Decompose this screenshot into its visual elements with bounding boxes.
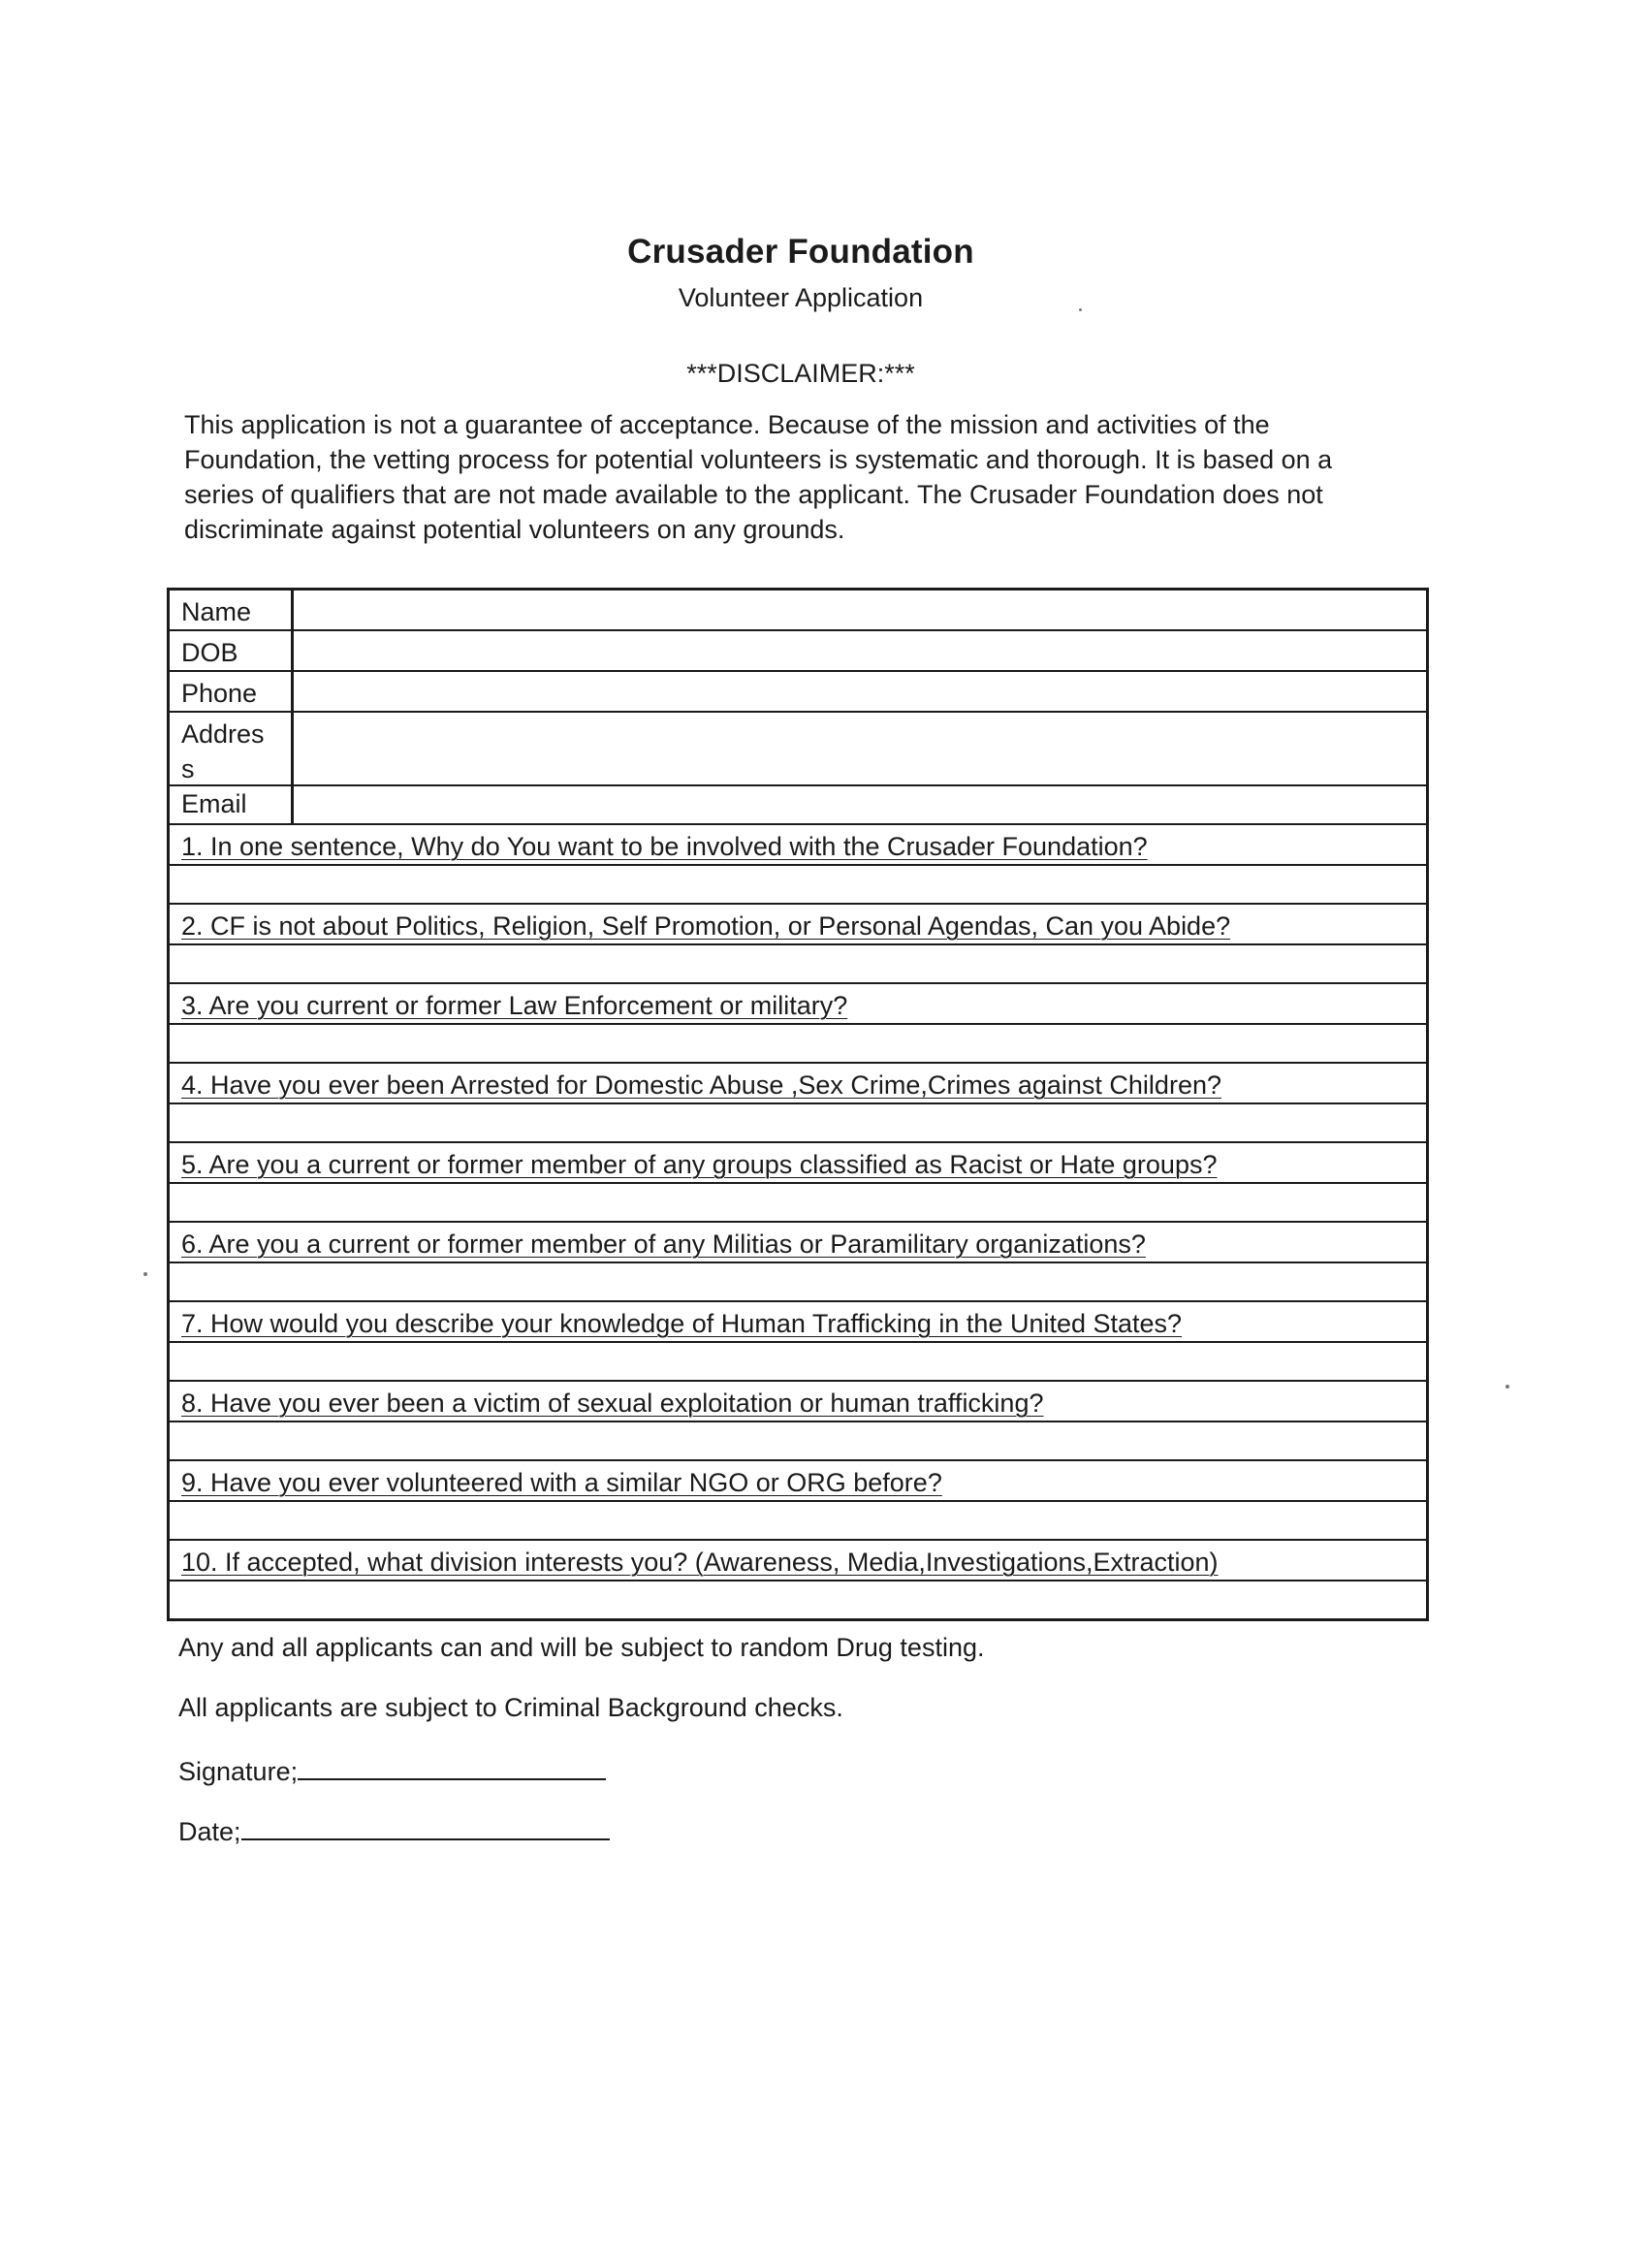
answer-3-field[interactable] [170,1025,1426,1064]
question-10 [170,1541,1426,1581]
question-text: 9. Have you ever volunteered with a similar NGO or ORG before? [181,1468,942,1497]
answer-5-field[interactable] [170,1184,1426,1223]
form-row-email [170,786,1426,825]
signature-line[interactable] [298,1753,606,1780]
page-subtitle: Volunteer Application [678,283,924,312]
form-row-phone [170,672,1426,713]
question-text: 1. In one sentence, Why do You want to be involved with the Crusader Foundation? [181,832,1148,861]
scan-speck [143,1272,147,1276]
scan-speck [1079,308,1082,311]
question-5 [170,1143,1426,1184]
question-text: 6. Are you a current or former member of any Militias or Paramilitary organizations? [181,1230,1146,1259]
disclaimer-line: discriminate against potential volunteers on any grounds. [184,515,845,544]
answer-7-field[interactable] [170,1343,1426,1382]
answer-1-field[interactable] [170,866,1426,905]
disclaimer-line: This application is not a guarantee of acceptance. Because of the mission and activities of the [184,410,1270,439]
question-3 [170,984,1426,1025]
question-text: 2. CF is not about Politics, Religion, Self Promotion, or Personal Agendas, Can you Abide? [181,911,1231,941]
question-8 [170,1382,1426,1422]
question-7 [170,1302,1426,1343]
question-text: 7. How would you describe your knowledge of Human Trafficking in the United States? [181,1309,1183,1338]
question-text: 8. Have you ever been a victim of sexual exploitation or human trafficking? [181,1389,1044,1418]
question-text: 4. Have you ever been Arrested for Domestic Abuse ,Sex Crime,Crimes against Children? [181,1070,1221,1100]
field-label-address: Address [170,713,294,784]
disclaimer-heading: ***DISCLAIMER:*** [686,359,915,388]
address-field[interactable] [294,713,1426,784]
field-label-dob: DOB [170,631,294,670]
question-text: 3. Are you current or former Law Enforcement or military? [181,991,848,1020]
form-row-dob [170,631,1426,672]
form-row-address [170,713,1426,786]
drug-testing-note: Any and all applicants can and will be subject to random Drug testing. [178,1633,985,1662]
question-1 [170,825,1426,866]
disclaimer-text [184,407,1406,547]
question-text: 5. Are you a current or former member of any groups classified as Racist or Hate groups? [181,1150,1218,1179]
field-label-name: Name [170,591,294,629]
question-text: 10. If accepted, what division interests you? (Awareness, Media,Investigations,Extraction) [181,1548,1219,1577]
field-label-phone: Phone [170,672,294,711]
question-6 [170,1223,1426,1263]
signature-row [178,1753,606,1787]
answer-9-field[interactable] [170,1502,1426,1541]
answer-10-field[interactable] [170,1581,1426,1618]
background-check-note: All applicants are subject to Criminal Background checks. [178,1693,843,1722]
disclaimer-line: series of qualifiers that are not made available to the applicant. The Crusader Foundation does not [184,480,1323,509]
application-form-table [167,588,1429,1621]
answer-2-field[interactable] [170,945,1426,984]
field-label-email: Email [170,786,294,823]
disclaimer-line: Foundation, the vetting process for potential volunteers is systematic and thorough. It is based on a [184,445,1333,474]
signature-label: Signature; [178,1757,299,1786]
date-row [178,1813,610,1847]
answer-6-field[interactable] [170,1263,1426,1302]
question-9 [170,1461,1426,1502]
answer-8-field[interactable] [170,1422,1426,1461]
phone-field[interactable] [294,672,1426,711]
dob-field[interactable] [294,631,1426,670]
date-line[interactable] [241,1813,610,1840]
answer-4-field[interactable] [170,1104,1426,1143]
name-field[interactable] [294,591,1426,629]
scan-speck [1505,1385,1509,1389]
question-2 [170,905,1426,945]
email-field[interactable] [294,786,1426,823]
question-4 [170,1064,1426,1104]
form-row-name [170,591,1426,631]
page-title: Crusader Foundation [627,233,974,271]
date-label: Date; [178,1817,241,1846]
